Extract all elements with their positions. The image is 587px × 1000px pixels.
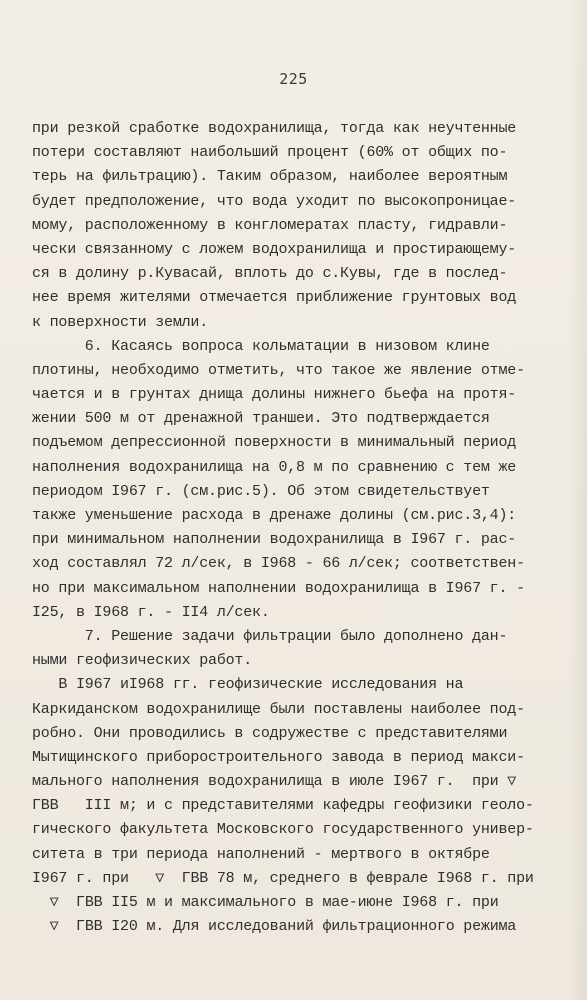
text-line: ▽ ГВВ I20 м. Для исследований фильтрационного режима <box>32 918 517 936</box>
body-text <box>32 117 572 939</box>
text-line: жении 500 м от дренажной траншеи. Это подтверждается <box>32 410 490 428</box>
text-line: при резкой сработке водохранилища, тогда как неучтенные <box>32 120 517 137</box>
text-line: чается и в грунтах днища долины нижнего бьефа на протя- <box>32 386 517 404</box>
text-line: мального наполнения водохранилища в июле I967 г. при ▽ <box>32 773 517 791</box>
text-line: ход составлял 72 л/сек, в I968 - 66 л/сек; соответствен- <box>32 555 525 573</box>
text-line: ситета в три периода наполнений - мертвого в октябре <box>32 845 490 863</box>
text-line: Каркиданском водохранилище были поставлены наиболее под- <box>32 700 525 718</box>
text-line: Мытищинского приборостроительного завода в период макси- <box>32 748 525 766</box>
text-line: периодом I967 г. (см.рис.5). Об этом свидетельствует <box>32 482 490 500</box>
text-line: ся в долину р.Кувасай, вплоть до с.Кувы, где в послед- <box>32 265 508 283</box>
text-line: плотины, необходимо отметить, что такое же явление отме- <box>32 361 525 379</box>
text-line: подъемом депрессионной поверхности в минимальный период <box>32 434 517 452</box>
text-line: к поверхности земли. <box>32 313 209 331</box>
text-line: терь на фильтрацию). Таким образом, наиболее вероятным <box>32 168 508 186</box>
text-line: нее время жителями отмечается приближение грунтовых вод <box>32 289 517 307</box>
text-line: чески связанному с ложем водохранилища и простирающему- <box>32 240 517 258</box>
text-line: ными геофизических работ. <box>32 652 253 670</box>
text-line: также уменьшение расхода в дренаже долины (см.рис.3,4): <box>32 507 517 524</box>
text-line: наполнения водохранилища на 0,8 м по сравнению с тем же <box>32 458 517 476</box>
text-line: потери составляют наибольший процент (60% от общих по- <box>32 144 508 162</box>
text-line: 7. Решение задачи фильтрации было дополнено дан- <box>32 627 508 645</box>
text-line: мому, расположенному в конгломератах пласту, гидравли- <box>32 216 508 234</box>
text-line: В I967 иI968 гг. геофизические исследования на <box>32 676 464 694</box>
page-number: 225 <box>279 70 308 88</box>
text-line: робно. Они проводились в содружестве с представителями <box>32 724 508 742</box>
text-line: I967 г. при ▽ ГВВ 78 м, среднего в феврале I968 г. при <box>32 869 534 887</box>
text-line: будет предположение, что вода уходит по высокопроницае- <box>32 192 517 210</box>
text-line: ▽ ГВВ II5 м и максимального в мае-июне I968 г. при <box>32 894 499 911</box>
text-line: при минимальном наполнении водохранилища в I967 г. рас- <box>32 531 517 549</box>
text-line: но при максимальном наполнении водохранилища в I967 г. - <box>32 579 525 597</box>
text-line: ГВВ III м; и с представителями кафедры геофизики геоло- <box>32 797 534 815</box>
text-line: гического факультета Московского государственного универ- <box>32 821 534 839</box>
text-line: 6. Касаясь вопроса кольматации в низовом клине <box>32 337 490 355</box>
text-line: I25, в I968 г. - II4 л/сек. <box>32 603 270 621</box>
